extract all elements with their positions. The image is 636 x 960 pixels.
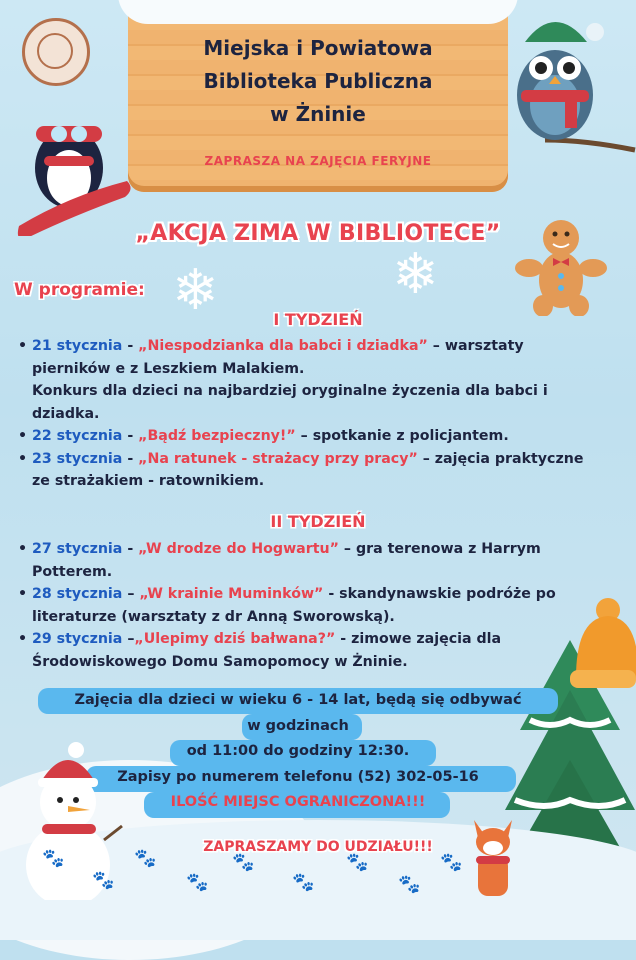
list-item: • 21 stycznia - „Niespodzianka dla babci i dziadka” – warsztaty pierników e z Leszkiem Malakiem.	[18, 335, 593, 380]
info-phone: Zapisy po numerem telefonu (52) 302-05-16	[117, 768, 479, 785]
list-item: Konkurs dla dzieci na najbardziej oryginalne życzenia dla babci i dziadka.	[32, 383, 548, 422]
info-age: Zajęcia dla dzieci w wieku 6 - 14 lat, będą się odbywać	[74, 692, 522, 708]
info-hours: od 11:00 do godziny 12:30.	[186, 743, 410, 759]
snow-on-sign	[118, 0, 518, 24]
list-item: • 28 stycznia – „W krainie Muminków” - skandynawskie podróże po literaturze (warsztaty z dr Anną Sworowską).	[18, 583, 593, 628]
paw-print-icon: 🐾	[134, 848, 157, 869]
list-item: • 22 stycznia - „Bądź bezpieczny!” – spotkanie z policjantem.	[18, 425, 593, 448]
week1-label: I TYDZIEŃ	[273, 310, 363, 329]
library-name-line2: Biblioteka Publiczna	[203, 69, 433, 93]
library-name	[128, 32, 508, 131]
fox-illustration	[468, 812, 518, 900]
paw-print-icon: 🐾	[186, 872, 209, 893]
info-limit: ILOŚĆ MIEJSC OGRANICZONA!!!	[170, 794, 426, 810]
list-item: • 23 stycznia - „Na ratunek - strażacy przy pracy” – zajęcia praktyczne ze strażakiem - ratownikiem.	[18, 448, 593, 493]
paw-print-icon: 🐾	[42, 848, 65, 869]
footer-invitation: ZAPRASZAMY DO UDZIAŁU!!!	[203, 839, 433, 855]
paw-print-icon: 🐾	[232, 852, 255, 873]
list-item: • 27 stycznia - „W drodze do Hogwartu” – gra terenowa z Harrym Potterem.	[18, 538, 593, 583]
event-title: „AKCJA ZIMA W BIBLIOTECE”	[135, 221, 501, 246]
invitation-subtitle: ZAPRASZA NA ZAJĘCIA FERYJNE	[204, 154, 432, 168]
list-item: • 29 stycznia –„Ulepimy dziś bałwana?” - zimowe zajęcia dla Środowiskowego Domu Samopomocy w Żninie.	[18, 628, 593, 673]
penguin-snowboard-illustration	[14, 106, 132, 236]
owl-illustration	[495, 10, 636, 160]
program-label: W programie:	[14, 280, 145, 300]
paw-print-icon: 🐾	[92, 870, 115, 891]
library-name-line3: w Żninie	[270, 102, 366, 126]
snowflake-icon: ❄	[392, 242, 439, 307]
info-hours-label: w godzinach	[247, 717, 349, 734]
paw-print-icon: 🐾	[440, 852, 463, 873]
snowflake-icon: ❄	[172, 258, 219, 323]
paw-print-icon: 🐾	[292, 872, 315, 893]
paw-print-icon: 🐾	[346, 852, 369, 873]
library-stamp-logo	[22, 18, 90, 86]
week2-label: II TYDZIEŃ	[270, 512, 366, 531]
library-name-line1: Miejska i Powiatowa	[203, 36, 433, 60]
paw-print-icon: 🐾	[398, 874, 421, 895]
week1-list	[18, 335, 593, 493]
week2-list	[18, 538, 593, 673]
